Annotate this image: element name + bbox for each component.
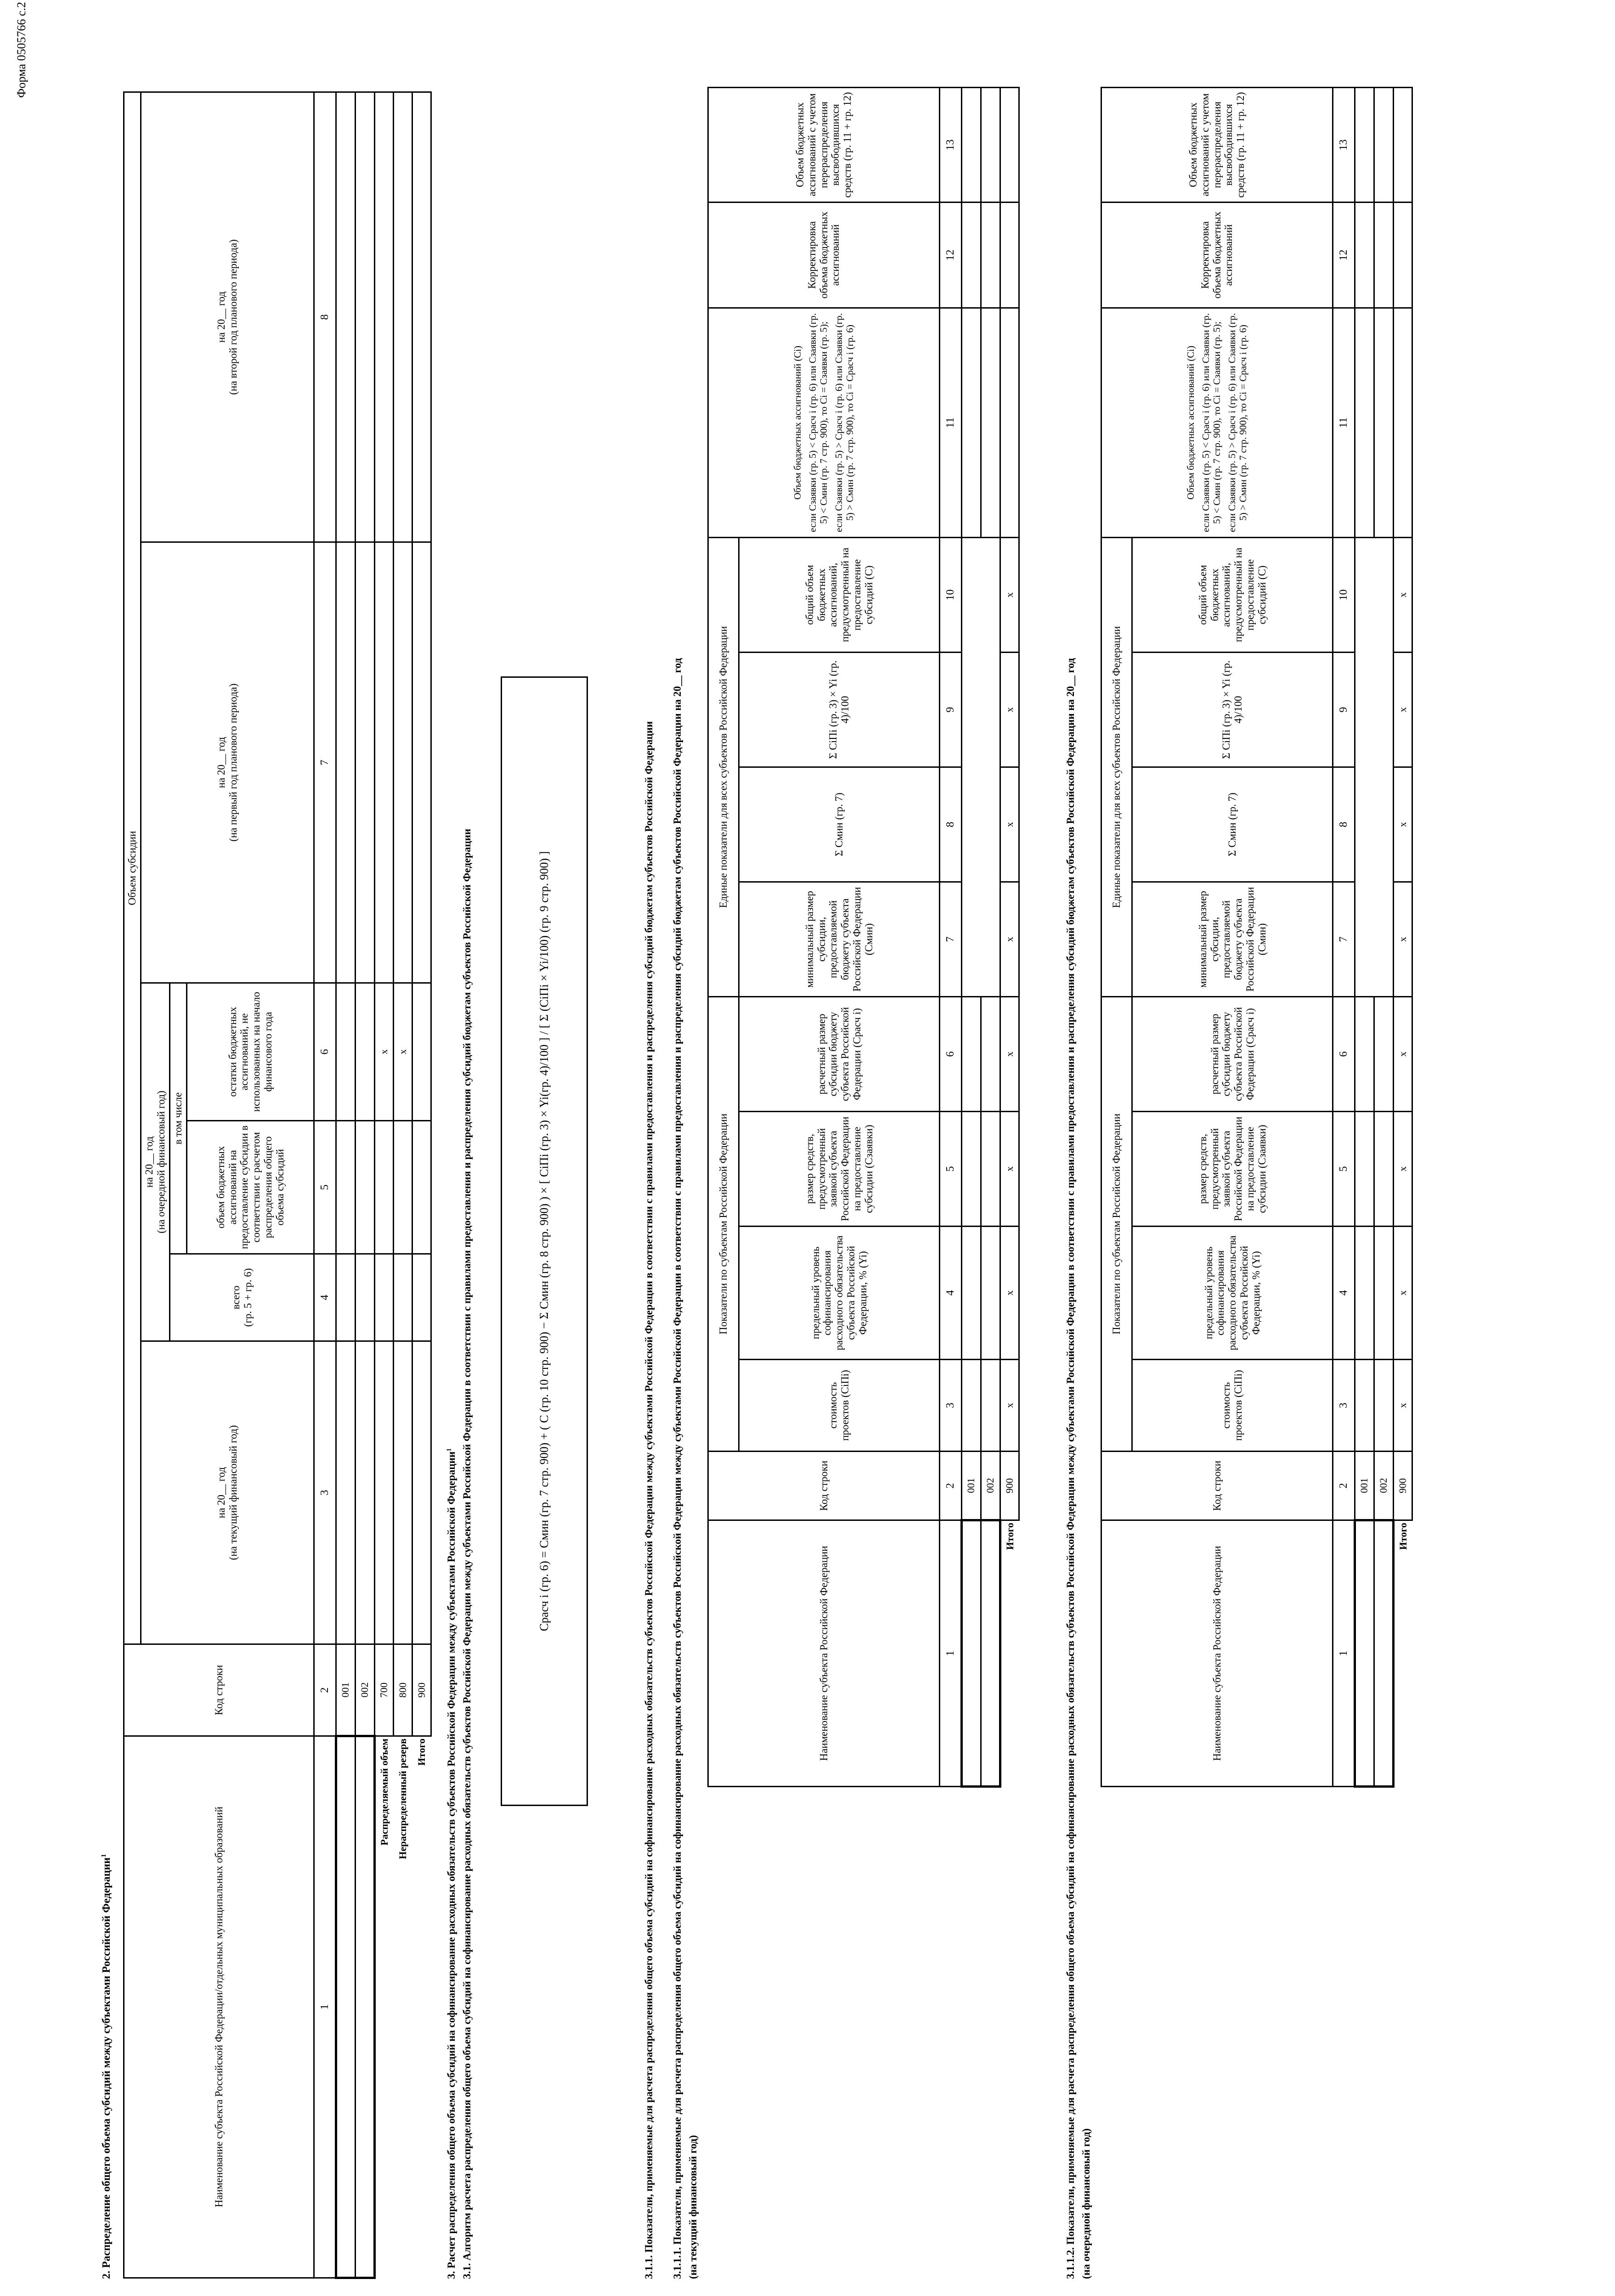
- header-c10: общий объем бюджетных ассигнований, предусмотренный на предоставление субсидий (C): [739, 537, 940, 652]
- table-row: [412, 92, 431, 2278]
- header-group2: Единые показатели для всех субъектов Российской Федерации: [708, 537, 739, 996]
- header-c4: предельный уровень софинансирования расходного обязательства субъекта Российской Федерации, % (Yi): [1132, 1227, 1333, 1360]
- section3111-title: 3.1.1.1. Показатели, применяемые для расчета распределения общего объема субсидий на софинансирование расходных обязательств субъектов Российской Федерации между субъектами Российской Федерации в соответствии с правилами предоставления и распределения субсидий бюджетам субъектов Российской Федерации на 20__ год: [672, 658, 683, 2279]
- col-number: 3: [940, 1360, 962, 1452]
- header-volume: Объем субсидии: [124, 92, 141, 1644]
- header-next-year: на 20__ год (на очередной финансовый год): [141, 983, 170, 1341]
- col-number: 7: [1333, 882, 1355, 996]
- header-c11: Объем бюджетных ассигнований (Ci) если Cзаявки (гр. 5) < Cрасч i (гр. 6) или Cзаявки (гр. 5) < Cмин (гр. 7 стр. 900), то Ci = Cзаявки (гр. 5); если Cзаявки (гр. 5) > Cрасч i (гр. 6) или Cзаявки (гр. 5) > Cмин (гр. 7 стр. 900), то Ci = Cрасч i (гр. 6): [1101, 308, 1333, 537]
- row-code: 800: [394, 1644, 412, 1736]
- col-number: 3: [1333, 1360, 1355, 1452]
- col-number: 12: [1333, 202, 1355, 308]
- col-number: 9: [1333, 652, 1355, 767]
- table-row: [1355, 87, 1374, 1786]
- col-number: 9: [940, 652, 962, 767]
- header-c13: Объем бюджетных ассигнований с учетом перераспределения высвободившихся средств (гр. 11 + гр. 12): [708, 87, 940, 202]
- section3112-title: 3.1.1.2. Показатели, применяемые для расчета распределения общего объема субсидий на софинансирование расходных обязательств субъектов Российской Федерации между субъектами Российской Федерации в соответствии с правилами предоставления и распределения субсидий бюджетам субъектов Российской Федерации на 20__ год: [1065, 658, 1076, 2279]
- col-number: 6: [940, 996, 962, 1111]
- row-code: 002: [1374, 1452, 1394, 1520]
- header-c8: Σ Cмин (гр. 7): [739, 767, 940, 882]
- header-c6: расчетный размер субсидии бюджету субъекта Российской Федерации (Cрасч i): [1132, 996, 1333, 1111]
- header-name: Наименование субъекта Российской Федерации/отдельных муниципальных образований: [124, 1736, 314, 2278]
- row-code: 001: [962, 1452, 981, 1520]
- header-plan2: на 20__ год (на второй год планового периода): [141, 92, 314, 542]
- col-number: 1: [314, 1736, 336, 2278]
- header-group2: Единые показатели для всех субъектов Российской Федерации: [1101, 537, 1132, 996]
- header-current-year: на 20__ год (на текущий финансовый год): [141, 1341, 314, 1644]
- header-code: Код строки: [708, 1452, 940, 1520]
- header-c5: размер средств, предусмотренный заявкой субъекта Российской Федерации на предоставление субсидии (Cзаявки): [739, 1112, 940, 1227]
- table-row: [1374, 87, 1394, 1786]
- header-group1: Показатели по субъектам Российской Федерации: [708, 996, 739, 1451]
- header-c9: Σ CiПi (гр. 3) × Yi (гр. 4)/100: [1132, 652, 1333, 767]
- row-code: 900: [1394, 1452, 1412, 1520]
- table-row: Итого 900 x x x x x x x x: [1000, 87, 1019, 1786]
- col-number: 8: [314, 92, 336, 542]
- header-c9: Σ CiПi (гр. 3) × Yi (гр. 4)/100: [739, 652, 940, 767]
- row-code: 900: [412, 1644, 431, 1736]
- col-number: 12: [940, 202, 962, 308]
- col-number: 13: [1333, 87, 1355, 202]
- section31-title: 3.1. Алгоритм расчета распределения общего объема субсидий на софинансирование расходных обязательств субъектов Российской Федерации между субъектами Российской Федерации в соответствии с правилами предоставления и распределения субсидий бюджетам субъектов Российской Федерации: [461, 828, 473, 2279]
- col-number: 1: [1333, 1520, 1355, 1787]
- row-label: Распределяемый объем: [375, 1736, 394, 2278]
- col-number: 5: [314, 1121, 336, 1254]
- col-number: 2: [940, 1452, 962, 1520]
- row-code: 002: [356, 1644, 375, 1736]
- header-c4: предельный уровень софинансирования расходного обязательства субъекта Российской Федерации, % (Yi): [739, 1227, 940, 1360]
- col-number: 7: [940, 882, 962, 996]
- row-label: Итого: [1000, 1520, 1019, 1787]
- table-row: [981, 87, 1000, 1786]
- row-label: Итого: [1394, 1520, 1412, 1787]
- header-c7: минимальный размер субсидии, предоставляемой бюджету субъекта Российской Федерации (Cмин): [739, 882, 940, 996]
- table-row: [962, 87, 981, 1786]
- table-row: Нераспределенный резерв 800 x: [394, 92, 412, 2278]
- section2-title: 2. Распределение общего объема субсидий между субъектами Российской Федерации$^1$: [100, 1854, 113, 2279]
- header-in-that: в том числе: [170, 983, 187, 1254]
- col-number: 4: [314, 1254, 336, 1341]
- section3111-title-cont: (на текущий финансовый год): [687, 2135, 699, 2279]
- col-number: 10: [1333, 537, 1355, 652]
- col-number: 5: [940, 1112, 962, 1227]
- col-number: 4: [940, 1227, 962, 1360]
- section3-title: 3. Расчет распределения общего объема субсидий на софинансирование расходных обязательств субъектов Российской Федерации между субъектами Российской Федерации$^1$: [446, 1448, 457, 2279]
- header-c12: Корректировка объема бюджетных ассигнований: [708, 202, 940, 308]
- col-number: 2: [314, 1644, 336, 1736]
- header-c12: Корректировка объема бюджетных ассигнований: [1101, 202, 1333, 308]
- row-label: Итого: [412, 1736, 431, 2278]
- row-code: 700: [375, 1644, 394, 1736]
- section311-title: 3.1.1. Показатели, применяемые для расчета распределения общего объема субсидий на софинансирование расходных обязательств субъектов Российской Федерации между субъектами Российской Федерации в соответствии с правилами предоставления и распределения субсидий бюджетам субъектов Российской Федерации: [643, 721, 655, 2279]
- col-number: 5: [1333, 1112, 1355, 1227]
- table-row: Распределяемый объем 700 x: [375, 92, 394, 2278]
- header-c10: общий объем бюджетных ассигнований, предусмотренный на предоставление субсидий (C): [1132, 537, 1333, 652]
- col-number: 4: [1333, 1227, 1355, 1360]
- col-number: 6: [314, 983, 336, 1121]
- row-code: 002: [981, 1452, 1000, 1520]
- col-number: 8: [1333, 767, 1355, 882]
- indicators-table-next: [1101, 87, 1413, 1788]
- col-number: 3: [314, 1341, 336, 1644]
- section2-table: [123, 91, 432, 2279]
- row-code: 900: [1000, 1452, 1019, 1520]
- row-code: 001: [336, 1644, 356, 1736]
- header-c3: стоимость проектов (CiПi): [1132, 1360, 1333, 1452]
- table-row: Итого 900 x x x x x x x x: [1394, 87, 1412, 1786]
- header-c6: расчетный размер субсидии бюджету субъекта Российской Федерации (Cрасч i): [739, 996, 940, 1111]
- header-code: Код строки: [1101, 1452, 1333, 1520]
- col-number: 7: [314, 542, 336, 983]
- col-number: 8: [940, 767, 962, 882]
- col-number: 6: [1333, 996, 1355, 1111]
- form-code: Форма 0505766 с.2: [15, 1, 28, 98]
- header-c7: минимальный размер субсидии, предоставляемой бюджету субъекта Российской Федерации (Cмин): [1132, 882, 1333, 996]
- table-row: [336, 92, 356, 2278]
- col-number: 10: [940, 537, 962, 652]
- header-name: Наименование субъекта Российской Федерации: [1101, 1520, 1333, 1787]
- header-c3: стоимость проектов (CiПi): [739, 1360, 940, 1452]
- col-number: 13: [940, 87, 962, 202]
- indicators-table-current: [707, 87, 1020, 1788]
- table-row: [356, 92, 375, 2278]
- header-c5: размер средств, предусмотренный заявкой субъекта Российской Федерации на предоставление субсидии (Cзаявки): [1132, 1112, 1333, 1227]
- header-plan1: на 20__ год (на первый год планового периода): [141, 542, 314, 983]
- section3112-title-cont: (на очередной финансовый год): [1080, 2128, 1092, 2279]
- header-c13: Объем бюджетных ассигнований с учетом перераспределения высвободившихся средств (гр. 11 + гр. 12): [1101, 87, 1333, 202]
- row-code: 001: [1355, 1452, 1374, 1520]
- header-name: Наименование субъекта Российской Федерации: [708, 1520, 940, 1787]
- distribution-formula: Cрасч i (гр. 6) = Cмин (гр. 7 стр. 900) + ( C (гр. 10 стр. 900) − Σ Cмин (гр. 8 стр. 900) ) × [ CiПi (гр. 3) × Yi(гр. 4)/100 ] / [ Σ (CiПi × Yi/100) (гр. 9 стр. 900) ]: [501, 676, 588, 1806]
- header-total: всего (гр. 5 + гр. 6): [170, 1254, 314, 1341]
- header-group1: Показатели по субъектам Российской Федерации: [1101, 996, 1132, 1451]
- header-col5: объем бюджетных ассигнований на предоставление субсидии в соответствии с расчетом распределения общего объема субсидий: [187, 1121, 314, 1254]
- col-number: 11: [940, 308, 962, 537]
- header-code: Код строки: [124, 1644, 314, 1736]
- row-label: Нераспределенный резерв: [394, 1736, 412, 2278]
- header-col6: остатки бюджетных ассигнований, не использованных на начало финансового года: [187, 983, 314, 1121]
- col-number: 1: [940, 1520, 962, 1787]
- header-c8: Σ Cмин (гр. 7): [1132, 767, 1333, 882]
- col-number: 11: [1333, 308, 1355, 537]
- header-c11: Объем бюджетных ассигнований (Ci) если Cзаявки (гр. 5) < Cрасч i (гр. 6) или Cзаявки (гр. 5) < Cмин (гр. 7 стр. 900), то Ci = Cзаявки (гр. 5); если Cзаявки (гр. 5) > Cрасч i (гр. 6) или Cзаявки (гр. 5) > Cмин (гр. 7 стр. 900), то Ci = Cрасч i (гр. 6): [708, 308, 940, 537]
- col-number: 2: [1333, 1452, 1355, 1520]
